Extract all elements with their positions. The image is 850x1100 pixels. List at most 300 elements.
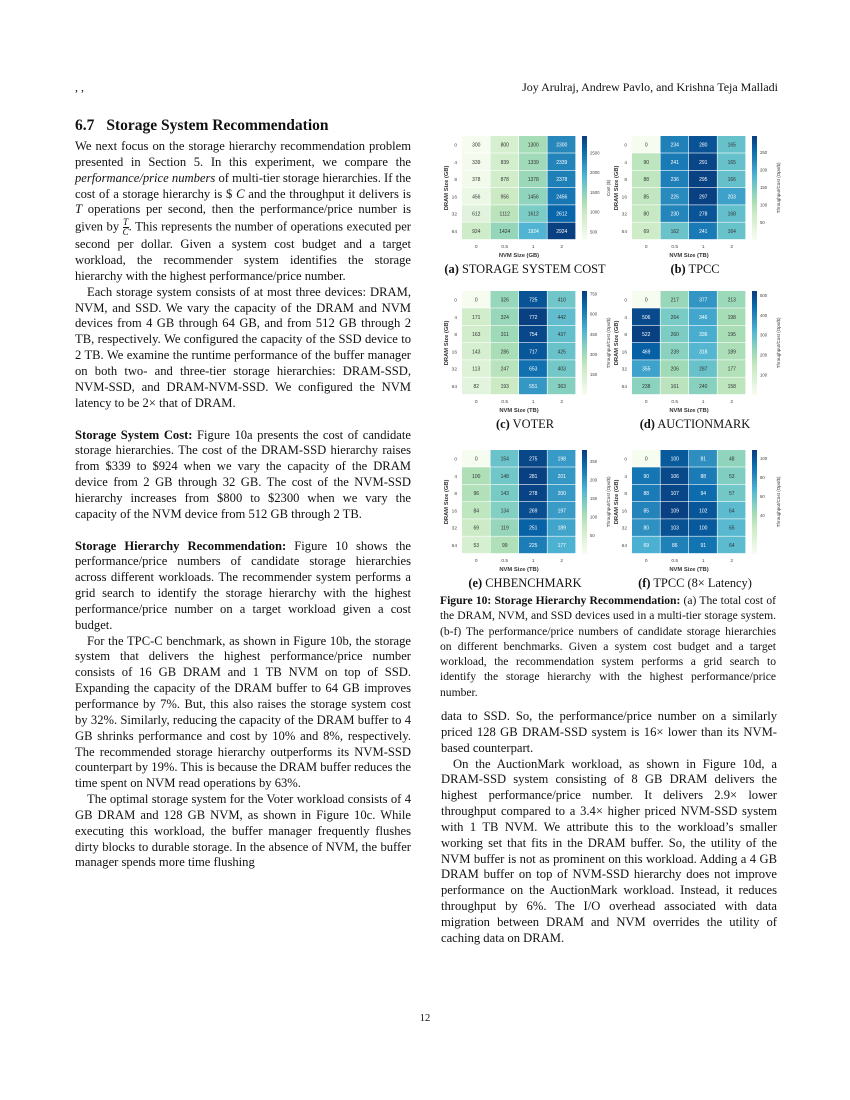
cell-value: 1424 xyxy=(499,228,511,235)
colorbar-segment xyxy=(752,450,757,453)
colorbar-segment xyxy=(752,486,757,489)
colorbar-segment xyxy=(582,172,587,175)
cell-value: 143 xyxy=(472,349,481,356)
paragraph: On the AuctionMark workload, as shown in Figure 10d, a DRAM-SSD system consisting of 8 GB DRAM delivers the highest performance/price number. It delivers 2.9× lower throughput compared to a 3.4× higher priced NVM-SSD system with 1 TB NVM. We attribute this to the workload’s smaller working set that fits in the DRAM buffer. So, the utility of the NVM buffer is not as prominent on this workload. Adding a 4 GB DRAM buffer on top of NVM-SSD hierarchy does not improve performance on the AuctionMark workload. Instead, it reduces throughput by 6%. The I/O overhead associated with data migration between DRAM and NVM overrides the utility of caching data on DRAM. xyxy=(441,756,777,945)
colorbar-tick-label: 400 xyxy=(760,312,768,318)
colorbar-segment xyxy=(582,512,587,515)
colorbar-tick-label: 40 xyxy=(760,513,765,519)
heatmap-panel xyxy=(610,132,780,277)
y-tick-label: 16 xyxy=(621,195,627,201)
cell-value: 236 xyxy=(670,177,679,184)
colorbar-segment xyxy=(752,536,757,539)
cell-value: 86 xyxy=(671,542,678,549)
colorbar-segment xyxy=(582,325,587,328)
colorbar-segment xyxy=(582,141,587,144)
colorbar-segment xyxy=(582,229,587,232)
paragraph: For the TPC-C benchmark, as shown in Figure 10b, the storage system that delivers the highest performance/price number consists of 16 GB DRAM and 1 TB NVM on top of SSD. Expanding the capacity of the DRAM buffer to 64 GB improves performance by 7%. But, this also raises the storage system cost by 32%. Similarly, reducing the capacity of the DRAM buffer to 4 GB shrinks performance and cost by 10% and 8%, respectively. The recommended storage hierarchy outperforms its NVM-SSD counterpart by 19%. This is because the DRAM buffer reduces the time spent on NVM read operations by 63%. xyxy=(75,633,411,791)
cell-value: 82 xyxy=(473,383,480,390)
cell-value: 264 xyxy=(670,314,679,321)
y-axis-label: DRAM Size (GB) xyxy=(444,479,450,525)
colorbar-segment xyxy=(752,377,757,380)
subfigure-caption: (a) STORAGE SYSTEM COST xyxy=(444,262,606,276)
colorbar-tick-label: 200 xyxy=(590,477,598,483)
cell-value: 278 xyxy=(699,211,708,218)
cell-value: 88 xyxy=(643,491,650,498)
colorbar-segment xyxy=(582,203,587,206)
y-tick-label: 32 xyxy=(621,526,627,532)
cell-value: 956 xyxy=(500,194,509,201)
cell-value: 522 xyxy=(642,332,651,339)
colorbar-segment xyxy=(752,209,757,212)
colorbar-segment xyxy=(752,387,757,390)
x-tick-label: 1 xyxy=(531,244,535,250)
colorbar-segment xyxy=(752,304,757,307)
colorbar-segment xyxy=(582,479,587,482)
x-tick-label: 2 xyxy=(730,399,734,405)
heatmap xyxy=(610,132,780,258)
colorbar-segment xyxy=(582,366,587,369)
colorbar-segment xyxy=(582,345,587,348)
cell-value: 297 xyxy=(699,194,708,201)
x-tick-label: 0.5 xyxy=(501,244,509,250)
colorbar-segment xyxy=(752,219,757,222)
cell-value: 88 xyxy=(700,473,707,480)
colorbar-tick-label: 250 xyxy=(590,458,598,464)
colorbar-segment xyxy=(582,185,587,188)
x-tick-label: 2 xyxy=(730,558,734,564)
cell-value: 717 xyxy=(529,349,538,356)
paragraph: data to SSD. So, the performance/price number on a similarly priced 128 GB DRAM-SSD system is 16× lower than its NVM-based counterpart. xyxy=(441,709,777,755)
colorbar-segment xyxy=(582,486,587,489)
colorbar-segment xyxy=(582,139,587,142)
cell-value: 324 xyxy=(500,314,509,321)
y-axis-label: DRAM Size (GB) xyxy=(614,479,620,525)
colorbar-tick-label: 80 xyxy=(760,475,765,481)
colorbar-segment xyxy=(752,340,757,343)
colorbar-segment xyxy=(582,214,587,217)
colorbar-segment xyxy=(582,494,587,497)
cell-value: 158 xyxy=(727,383,736,390)
colorbar-segment xyxy=(582,216,587,219)
paragraph: The optimal storage system for the Voter workload consists of 4 GB DRAM and 128 GB NVM, as shown in Figure 10c. While executing this workload, the buffer manager frequently flushes dirty blocks to durable storage. In the absence of NVM, the buffer manager spends more time flushing xyxy=(75,792,411,870)
cell-value: 1339 xyxy=(527,159,539,166)
x-tick-label: 1 xyxy=(531,399,535,405)
colorbar-segment xyxy=(582,338,587,341)
colorbar-segment xyxy=(752,159,757,162)
colorbar-segment xyxy=(752,154,757,157)
cell-value: 163 xyxy=(472,332,481,339)
colorbar-segment xyxy=(752,504,757,507)
cell-value: 1300 xyxy=(527,142,539,149)
colorbar-segment xyxy=(752,301,757,304)
colorbar-segment xyxy=(582,499,587,502)
colorbar-segment xyxy=(582,520,587,523)
colorbar-segment xyxy=(582,387,587,390)
subfigure-caption: (f) TPCC (8× Latency) xyxy=(638,576,752,590)
cell-value: 839 xyxy=(500,159,509,166)
colorbar-segment xyxy=(752,229,757,232)
colorbar-tick-label: 750 xyxy=(590,291,598,297)
colorbar-segment xyxy=(582,294,587,297)
cell-value: 106 xyxy=(670,473,679,480)
cell-value: 88 xyxy=(643,177,650,184)
cell-value: 251 xyxy=(529,525,538,532)
colorbar-segment xyxy=(752,201,757,204)
colorbar-segment xyxy=(582,193,587,196)
colorbar-segment xyxy=(752,322,757,325)
page-number: 12 xyxy=(419,1013,431,1024)
colorbar-segment xyxy=(752,294,757,297)
colorbar-segment xyxy=(752,517,757,520)
colorbar-segment xyxy=(752,369,757,372)
colorbar-segment xyxy=(582,507,587,510)
colorbar-segment xyxy=(582,322,587,325)
colorbar-tick-label: 200 xyxy=(760,167,768,173)
colorbar-segment xyxy=(752,543,757,546)
heatmap xyxy=(610,446,780,572)
colorbar-segment xyxy=(582,390,587,393)
colorbar-segment xyxy=(752,291,757,294)
cell-value: 653 xyxy=(529,366,538,373)
colorbar-segment xyxy=(752,178,757,181)
colorbar-tick-label: 100 xyxy=(760,456,768,462)
colorbar-segment xyxy=(582,146,587,149)
colorbar-label: Cost ($) xyxy=(606,179,611,197)
y-axis-label: DRAM Size (GB) xyxy=(444,165,450,211)
colorbar-segment xyxy=(582,144,587,147)
colorbar-segment xyxy=(582,335,587,338)
x-axis-label: NVM Size (TB) xyxy=(669,407,709,414)
cell-value: 287 xyxy=(699,366,708,373)
cell-value: 193 xyxy=(500,383,509,390)
cell-value: 403 xyxy=(557,366,566,373)
x-tick-label: 2 xyxy=(560,244,564,250)
colorbar-segment xyxy=(582,188,587,191)
colorbar-segment xyxy=(582,340,587,343)
colorbar-segment xyxy=(752,384,757,387)
colorbar-segment xyxy=(582,175,587,178)
colorbar-segment xyxy=(582,190,587,193)
colorbar-segment xyxy=(582,317,587,320)
cell-value: 102 xyxy=(699,508,708,515)
heatmap xyxy=(610,287,780,413)
x-tick-label: 0 xyxy=(644,558,648,564)
cell-value: 437 xyxy=(557,332,566,339)
cell-value: 260 xyxy=(670,332,679,339)
colorbar-segment xyxy=(582,460,587,463)
colorbar-segment xyxy=(752,139,757,142)
cell-value: 239 xyxy=(670,349,679,356)
cell-value: 754 xyxy=(529,332,538,339)
cell-value: 336 xyxy=(699,332,708,339)
cell-value: 1612 xyxy=(527,211,539,218)
cell-value: 2378 xyxy=(556,177,568,184)
colorbar-segment xyxy=(752,224,757,227)
heatmap-panel xyxy=(610,446,780,591)
cell-value: 69 xyxy=(643,542,650,549)
subfigure-caption: (d) AUCTIONMARK xyxy=(639,417,751,431)
colorbar-segment xyxy=(582,473,587,476)
cell-value: 377 xyxy=(699,297,708,304)
colorbar-segment xyxy=(752,523,757,526)
colorbar-segment xyxy=(582,530,587,533)
colorbar-segment xyxy=(582,468,587,471)
colorbar-segment xyxy=(752,533,757,536)
heatmap-panel xyxy=(440,446,610,591)
colorbar-segment xyxy=(752,183,757,186)
cell-value: 213 xyxy=(727,297,736,304)
colorbar-segment xyxy=(582,167,587,170)
cell-value: 456 xyxy=(472,194,481,201)
colorbar-segment xyxy=(752,468,757,471)
colorbar-segment xyxy=(752,175,757,178)
colorbar-segment xyxy=(582,296,587,299)
paragraph: Storage Hierarchy Recommendation: Figure 10 shows the performance/price numbers of candidate storage hierarchies across different workloads. The recommender system performs a grid search to identify the storage hierarchy with the highest performance/price number on a target workload given a cost budget. xyxy=(75,538,411,632)
cell-value: 189 xyxy=(727,349,736,356)
colorbar-tick-label: 60 xyxy=(760,494,765,500)
colorbar-segment xyxy=(752,366,757,369)
cell-value: 1112 xyxy=(499,211,510,218)
cell-value: 278 xyxy=(529,491,538,498)
cell-value: 339 xyxy=(472,159,481,166)
colorbar-segment xyxy=(752,466,757,469)
cell-value: 65 xyxy=(728,525,735,532)
y-tick-label: 8 xyxy=(624,178,627,184)
colorbar-segment xyxy=(752,351,757,354)
y-tick-label: 32 xyxy=(451,367,457,373)
paragraph: Storage System Cost: Figure 10a presents the cost of candidate storage hierarchies. The cost of the DRAM-SSD hierarchy raises from $339 to $924 when we vary the capacity of the DRAM device from 2 GB through 32 GB. The cost of the NVM-SSD hierarchy increases from $800 to $2300 when we vary the capacity of the NVM device from 512 GB through 2 TB. xyxy=(75,427,411,521)
colorbar-segment xyxy=(752,157,757,160)
colorbar-segment xyxy=(582,374,587,377)
cell-value: 161 xyxy=(670,383,679,390)
heatmap xyxy=(440,446,610,572)
colorbar-segment xyxy=(752,525,757,528)
colorbar-segment xyxy=(752,235,757,238)
colorbar-segment xyxy=(582,198,587,201)
x-tick-label: 1 xyxy=(531,558,535,564)
colorbar-segment xyxy=(582,541,587,544)
cell-value: 154 xyxy=(500,456,509,463)
colorbar-segment xyxy=(582,180,587,183)
colorbar-segment xyxy=(582,348,587,351)
colorbar-segment xyxy=(752,546,757,549)
cell-value: 201 xyxy=(557,473,566,480)
colorbar-label: Throughput/Cost (Ops/$) xyxy=(776,162,781,214)
cell-value: 90 xyxy=(643,159,650,166)
colorbar-tick-label: 100 xyxy=(760,372,768,378)
heatmap xyxy=(440,287,610,413)
heatmap xyxy=(440,132,610,258)
colorbar-segment xyxy=(582,301,587,304)
colorbar-segment xyxy=(752,538,757,541)
y-tick-label: 0 xyxy=(624,298,627,304)
colorbar-segment xyxy=(752,499,757,502)
colorbar-segment xyxy=(752,190,757,193)
colorbar-segment xyxy=(752,296,757,299)
y-axis-label: DRAM Size (GB) xyxy=(444,320,450,366)
cell-value: 113 xyxy=(472,366,481,373)
cell-value: 85 xyxy=(643,508,650,515)
x-tick-label: 1 xyxy=(701,558,705,564)
colorbar-label: Throughput/Cost (Ops/$) xyxy=(606,317,611,369)
colorbar-segment xyxy=(582,533,587,536)
colorbar-segment xyxy=(582,382,587,385)
y-axis-label: DRAM Size (GB) xyxy=(614,320,620,366)
colorbar-segment xyxy=(582,356,587,359)
cell-value: 171 xyxy=(472,314,481,321)
colorbar-segment xyxy=(752,484,757,487)
colorbar-segment xyxy=(582,196,587,199)
y-tick-label: 8 xyxy=(624,492,627,498)
cell-value: 198 xyxy=(727,314,736,321)
colorbar-segment xyxy=(752,146,757,149)
colorbar-segment xyxy=(582,364,587,367)
colorbar-tick-label: 2500 xyxy=(590,150,600,156)
cell-value: 81 xyxy=(700,456,707,463)
colorbar-segment xyxy=(582,222,587,225)
colorbar-segment xyxy=(752,489,757,492)
colorbar-segment xyxy=(752,152,757,155)
colorbar-segment xyxy=(752,392,757,395)
x-tick-label: 2 xyxy=(730,244,734,250)
colorbar-tick-label: 150 xyxy=(590,495,598,501)
cell-value: 165 xyxy=(727,142,736,149)
x-tick-label: 1 xyxy=(701,244,705,250)
colorbar-segment xyxy=(752,149,757,152)
x-tick-label: 0 xyxy=(644,244,648,250)
running-header-authors: Joy Arulraj, Andrew Pavlo, and Krishna Teja Malladi xyxy=(522,80,778,94)
colorbar-tick-label: 500 xyxy=(760,292,768,298)
colorbar-segment xyxy=(582,551,587,554)
colorbar-segment xyxy=(582,343,587,346)
subfigure-caption: (c) VOTER xyxy=(496,417,554,431)
colorbar-segment xyxy=(752,390,757,393)
cell-value: 295 xyxy=(699,177,708,184)
colorbar-segment xyxy=(582,291,587,294)
colorbar-segment xyxy=(582,458,587,461)
colorbar-segment xyxy=(582,466,587,469)
colorbar-segment xyxy=(752,222,757,225)
cell-value: 442 xyxy=(557,314,566,321)
colorbar-segment xyxy=(582,165,587,168)
colorbar-segment xyxy=(752,185,757,188)
colorbar-segment xyxy=(752,382,757,385)
y-tick-label: 16 xyxy=(451,350,457,356)
y-tick-label: 4 xyxy=(624,474,627,480)
colorbar-segment xyxy=(752,188,757,191)
cell-value: 100 xyxy=(472,473,481,480)
colorbar-segment xyxy=(752,353,757,356)
colorbar-segment xyxy=(582,481,587,484)
cell-value: 168 xyxy=(727,211,736,218)
colorbar-segment xyxy=(752,343,757,346)
cell-value: 90 xyxy=(643,473,650,480)
y-tick-label: 4 xyxy=(624,315,627,321)
colorbar-segment xyxy=(582,353,587,356)
cell-value: 109 xyxy=(670,508,679,515)
colorbar-segment xyxy=(752,530,757,533)
colorbar-segment xyxy=(582,463,587,466)
colorbar-segment xyxy=(752,502,757,505)
colorbar-segment xyxy=(582,502,587,505)
colorbar-segment xyxy=(752,471,757,474)
colorbar-segment xyxy=(752,361,757,364)
colorbar-segment xyxy=(582,227,587,230)
colorbar-segment xyxy=(582,515,587,518)
colorbar-segment xyxy=(582,327,587,330)
colorbar-segment xyxy=(752,364,757,367)
colorbar-tick-label: 1500 xyxy=(590,189,600,195)
colorbar-segment xyxy=(752,458,757,461)
y-tick-label: 32 xyxy=(621,212,627,218)
colorbar-segment xyxy=(752,473,757,476)
colorbar-tick-label: 100 xyxy=(590,514,598,520)
colorbar-segment xyxy=(752,455,757,458)
x-axis-label: NVM Size (TB) xyxy=(669,252,709,259)
cell-value: 189 xyxy=(557,525,566,532)
colorbar-segment xyxy=(752,162,757,165)
y-tick-label: 4 xyxy=(454,160,457,166)
y-tick-label: 8 xyxy=(624,333,627,339)
colorbar-segment xyxy=(752,492,757,495)
colorbar-segment xyxy=(582,149,587,152)
x-axis-label: NVM Size (TB) xyxy=(499,407,539,414)
colorbar-segment xyxy=(752,510,757,513)
colorbar-segment xyxy=(752,136,757,139)
cell-value: 84 xyxy=(473,508,480,515)
colorbar-segment xyxy=(752,497,757,500)
cell-value: 100 xyxy=(699,525,708,532)
x-tick-label: 0.5 xyxy=(501,558,509,564)
x-tick-label: 2 xyxy=(560,399,564,405)
colorbar-segment xyxy=(752,172,757,175)
cell-value: 1378 xyxy=(527,177,539,184)
cell-value: 64 xyxy=(728,542,735,549)
y-tick-label: 32 xyxy=(451,526,457,532)
cell-value: 247 xyxy=(500,366,509,373)
colorbar-segment xyxy=(752,481,757,484)
colorbar-segment xyxy=(582,157,587,160)
colorbar-segment xyxy=(752,312,757,315)
colorbar-label: Throughput/Cost (Ops/$) xyxy=(776,317,781,369)
x-tick-label: 0.5 xyxy=(671,244,679,250)
cell-value: 725 xyxy=(529,297,538,304)
colorbar-segment xyxy=(582,543,587,546)
colorbar-tick-label: 1000 xyxy=(590,209,600,215)
colorbar-segment xyxy=(582,369,587,372)
colorbar-segment xyxy=(752,528,757,531)
y-tick-label: 64 xyxy=(451,229,457,235)
colorbar-segment xyxy=(752,227,757,230)
y-tick-label: 8 xyxy=(454,333,457,339)
colorbar-segment xyxy=(582,219,587,222)
cell-value: 100 xyxy=(670,456,679,463)
cell-value: 0 xyxy=(474,297,478,304)
x-tick-label: 2 xyxy=(560,558,564,564)
colorbar-segment xyxy=(582,377,587,380)
cell-value: 0 xyxy=(644,456,648,463)
cell-value: 48 xyxy=(728,456,735,463)
colorbar-tick-label: 300 xyxy=(590,351,598,357)
colorbar-segment xyxy=(582,536,587,539)
cell-value: 85 xyxy=(643,194,650,201)
y-tick-label: 4 xyxy=(454,315,457,321)
cell-value: 469 xyxy=(642,349,651,356)
colorbar-segment xyxy=(752,512,757,515)
colorbar-segment xyxy=(582,450,587,453)
colorbar-segment xyxy=(752,193,757,196)
colorbar-tick-label: 300 xyxy=(760,332,768,338)
